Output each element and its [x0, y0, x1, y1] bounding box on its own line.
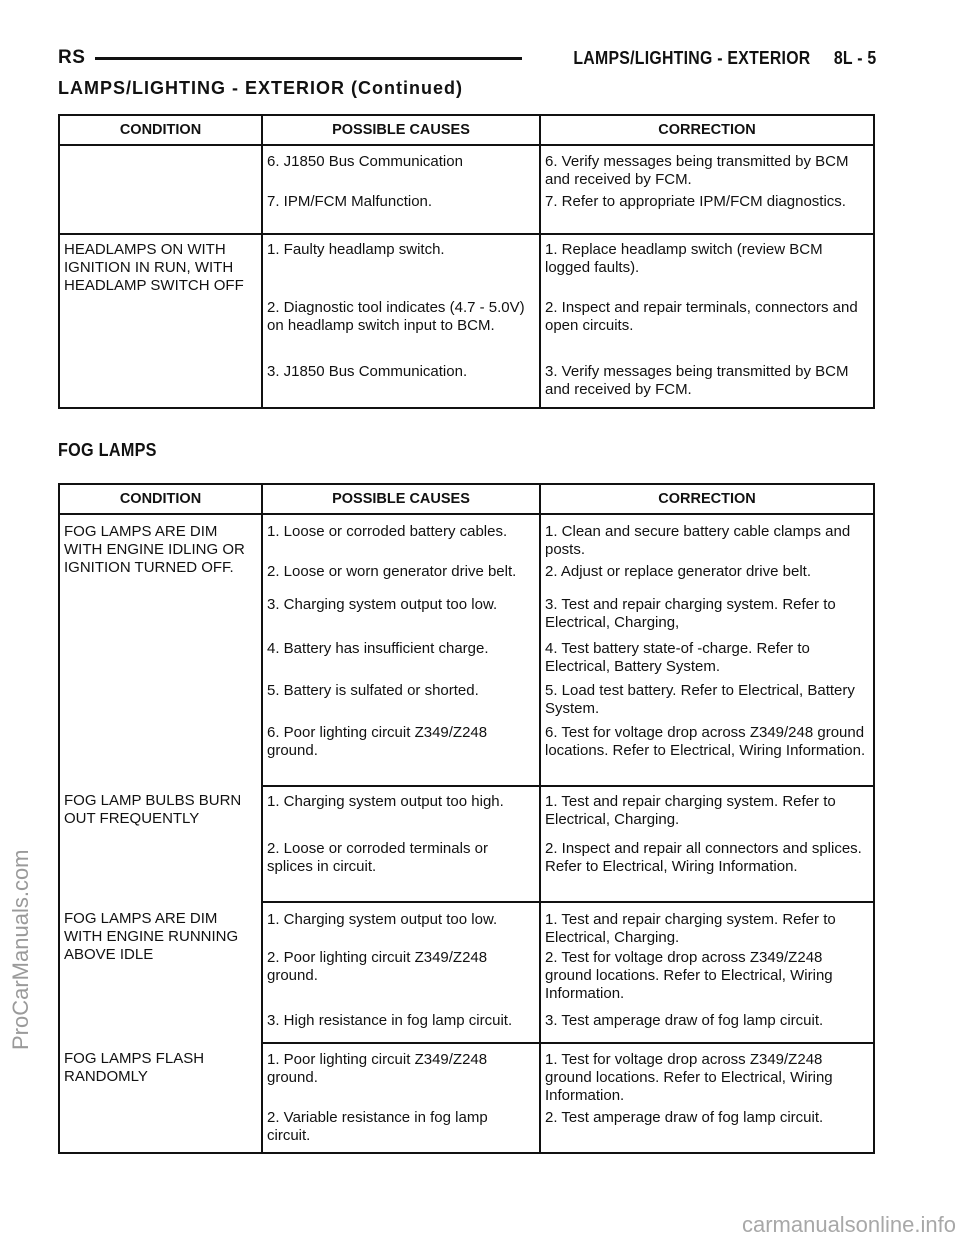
correction-cell: 1. Test and repair charging system. Refer to Electrical, Charging. [540, 902, 874, 947]
correction-cell: 2. Test for voltage drop across Z349/Z248 ground locations. Refer to Electrical, Wiring Information. [540, 947, 874, 1008]
correction-cell: 2. Inspect and repair all connectors and splices. Refer to Electrical, Wiring Information. [540, 837, 874, 902]
cause-cell: 6. J1850 Bus Communication [262, 145, 540, 189]
correction-cell: 3. Verify messages being transmitted by BCM and received by FCM. [540, 363, 874, 408]
cause-cell: 1. Poor lighting circuit Z349/Z248 ground. [262, 1043, 540, 1107]
header-correction: CORRECTION [540, 484, 874, 514]
correction-cell: 1. Clean and secure battery cable clamps and posts. [540, 514, 874, 560]
correction-cell: 6. Verify messages being transmitted by BCM and received by FCM. [540, 145, 874, 189]
header-condition: CONDITION [59, 115, 262, 145]
watermark-bottom: carmanualsonline.info [741, 1212, 956, 1237]
condition-cell: FOG LAMPS FLASH RANDOMLY [64, 1050, 205, 1085]
header-possible-causes: POSSIBLE CAUSES [262, 115, 540, 145]
cause-cell: 1. Charging system output too high. [262, 786, 540, 837]
correction-cell: 2. Inspect and repair terminals, connectors and open circuits. [540, 299, 874, 363]
cause-cell: 2. Variable resistance in fog lamp circuit. [262, 1107, 540, 1153]
cause-cell: 3. Charging system output too low. [262, 592, 540, 636]
table-header-row [59, 115, 874, 145]
condition-cell [59, 145, 262, 189]
condition-cell: HEADLAMPS ON WITH IGNITION IN RUN, WITH HEADLAMP SWITCH OFF [64, 241, 244, 294]
cause-cell: 4. Battery has insufficient charge. [262, 636, 540, 679]
header-correction: CORRECTION [540, 115, 874, 145]
cause-cell: 3. High resistance in fog lamp circuit. [262, 1008, 540, 1043]
correction-cell: 5. Load test battery. Refer to Electrical, Battery System. [540, 679, 874, 721]
correction-cell: 7. Refer to appropriate IPM/FCM diagnostics. [540, 189, 874, 234]
correction-cell: 4. Test battery state-of -charge. Refer to Electrical, Battery System. [540, 636, 874, 679]
header-condition: CONDITION [59, 484, 262, 514]
table-row [59, 189, 874, 234]
table-row [59, 234, 874, 299]
table-header-row [59, 484, 874, 514]
cause-cell: 5. Battery is sulfated or shorted. [262, 679, 540, 721]
cause-cell: 1. Charging system output too low. [262, 902, 540, 947]
cause-cell: 2. Poor lighting circuit Z349/Z248 ground. [262, 947, 540, 1008]
table-row [59, 514, 874, 560]
cause-cell: 2. Diagnostic tool indicates (4.7 - 5.0V) on headlamp switch input to BCM. [262, 299, 540, 363]
correction-cell: 2. Test amperage draw of fog lamp circuit. [540, 1107, 874, 1153]
watermark-side: ProCarManuals.com [8, 849, 33, 1050]
cause-cell: 1. Faulty headlamp switch. [262, 234, 540, 299]
cause-cell: 2. Loose or corroded terminals or splices in circuit. [262, 837, 540, 902]
fog-lamps-diagnosis-table [58, 483, 875, 1154]
header-possible-causes: POSSIBLE CAUSES [262, 484, 540, 514]
correction-cell: 3. Test and repair charging system. Refer to Electrical, Charging, [540, 592, 874, 636]
condition-cell: FOG LAMPS ARE DIM WITH ENGINE RUNNING ABOVE IDLE [64, 910, 239, 963]
condition-cell: FOG LAMPS ARE DIM WITH ENGINE IDLING OR IGNITION TURNED OFF. [64, 523, 245, 576]
correction-cell: 1. Test for voltage drop across Z349/Z248 ground locations. Refer to Electrical, Wiring Information. [540, 1043, 874, 1107]
table-row [59, 1043, 874, 1107]
correction-cell: 1. Replace headlamp switch (review BCM logged faults). [540, 234, 874, 299]
diagnosis-table-continued [58, 114, 875, 409]
table-row [59, 145, 874, 189]
correction-cell: 1. Test and repair charging system. Refer to Electrical, Charging. [540, 786, 874, 837]
header-section-code: RS [58, 47, 86, 68]
header-page-title: LAMPS/LIGHTING - EXTERIOR 8L - 5 [572, 47, 876, 68]
section-title-fog-lamps: FOG LAMPS [58, 440, 157, 460]
correction-cell: 3. Test amperage draw of fog lamp circuit. [540, 1008, 874, 1043]
cause-cell: 7. IPM/FCM Malfunction. [262, 189, 540, 234]
table-row [59, 786, 874, 837]
page-header [58, 44, 876, 72]
correction-cell: 6. Test for voltage drop across Z349/248 ground locations. Refer to Electrical, Wiring Information. [540, 721, 874, 786]
header-rule [95, 57, 521, 60]
correction-cell: 2. Adjust or replace generator drive belt. [540, 560, 874, 592]
condition-cell [59, 189, 262, 234]
cause-cell: 6. Poor lighting circuit Z349/Z248 ground. [262, 721, 540, 786]
cause-cell: 1. Loose or corroded battery cables. [262, 514, 540, 560]
continued-title: LAMPS/LIGHTING - EXTERIOR (Continued) [58, 78, 463, 98]
cause-cell: 2. Loose or worn generator drive belt. [262, 560, 540, 592]
table-row [59, 902, 874, 947]
condition-cell: FOG LAMP BULBS BURN OUT FREQUENTLY [64, 792, 242, 827]
cause-cell: 3. J1850 Bus Communication. [262, 363, 540, 408]
